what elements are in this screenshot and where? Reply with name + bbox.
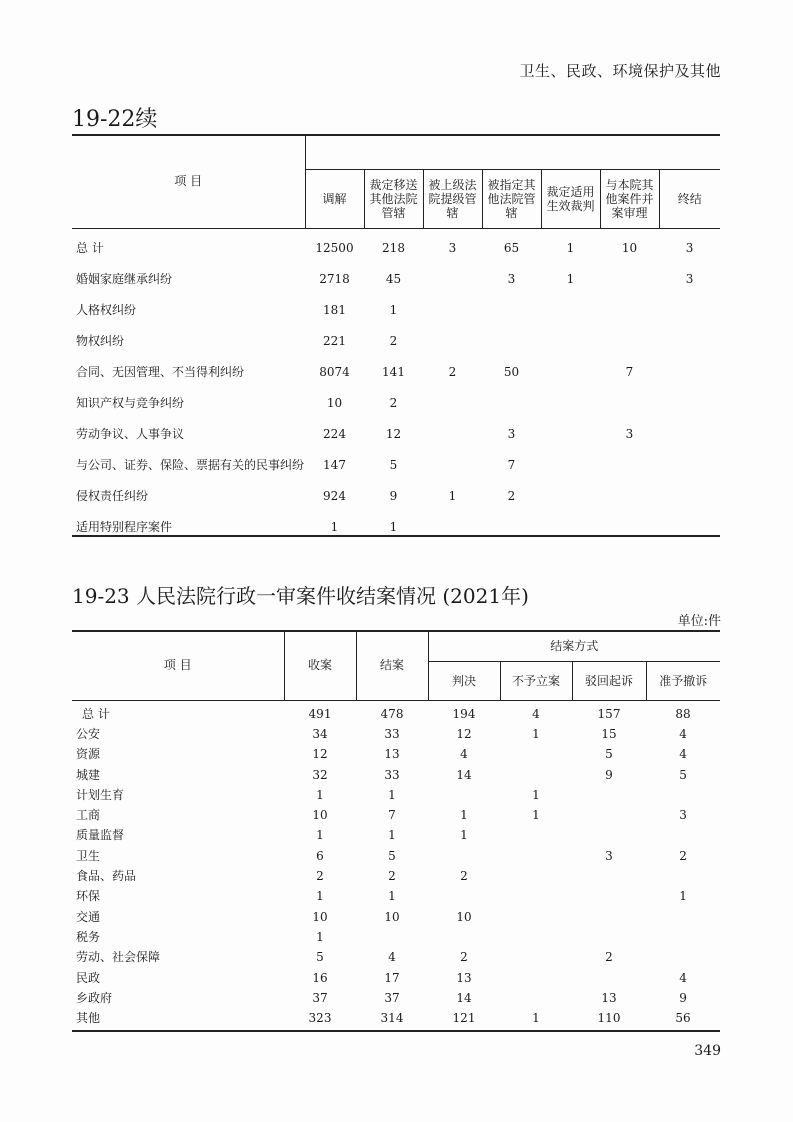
table-cell	[428, 927, 500, 947]
table-cell	[646, 826, 720, 846]
table-cell: 10	[384, 909, 400, 924]
table-cell: 45	[385, 272, 402, 286]
table-cell: 12	[312, 747, 328, 762]
table-cell: 88	[675, 706, 691, 721]
table-cell: 33	[384, 767, 400, 782]
table-row	[72, 765, 720, 785]
table1-column-header: 与本院其他案件并案审理	[600, 170, 659, 229]
table-cell: 1	[388, 787, 396, 802]
table-cell	[600, 481, 659, 512]
table-cell: 12	[456, 726, 472, 741]
table-cell	[659, 481, 720, 512]
table-cell	[541, 357, 600, 388]
table2-closed-header: 结案	[356, 631, 428, 701]
table-cell: 1	[389, 303, 398, 317]
table1-column-header: 终结	[659, 170, 720, 229]
table-cell: 14	[456, 990, 472, 1005]
table-cell: 4	[679, 726, 687, 741]
table-row	[72, 887, 720, 907]
row-label: 人格权纠纷	[76, 303, 137, 317]
table-row	[72, 988, 720, 1008]
table-cell: 5	[316, 950, 324, 965]
table2-method-header: 准予撤诉	[646, 662, 720, 701]
table-cell: 1	[532, 808, 540, 823]
table2-method-header: 不予立案	[500, 662, 572, 701]
table-cell	[500, 968, 572, 988]
table-cell: 224	[323, 427, 346, 441]
row-label: 总 计	[82, 706, 110, 721]
table-cell: 2	[460, 950, 468, 965]
table-row	[72, 866, 720, 886]
row-label: 卫生	[76, 848, 101, 863]
table2-unit: 单位:件	[677, 614, 721, 629]
table-cell: 1	[532, 787, 540, 802]
row-label: 合同、无因管理、不当得利纠纷	[76, 365, 245, 379]
table-cell: 56	[675, 1011, 691, 1026]
table-cell	[500, 907, 572, 927]
table-cell: 2	[460, 869, 468, 884]
table-row	[72, 295, 720, 326]
table-cell	[572, 826, 646, 846]
table-cell: 478	[380, 706, 404, 721]
table-cell	[541, 326, 600, 357]
table-cell	[659, 512, 720, 543]
table-cell: 3	[625, 427, 634, 441]
table-cell	[482, 326, 541, 357]
table-row	[72, 907, 720, 927]
row-label: 工商	[76, 808, 101, 823]
table-row	[72, 968, 720, 988]
table-cell: 10	[312, 909, 328, 924]
table-cell: 2718	[319, 272, 350, 286]
row-label: 城建	[76, 767, 101, 782]
row-label: 侵权责任纠纷	[76, 489, 149, 503]
table-cell	[646, 948, 720, 968]
table-cell: 141	[382, 365, 405, 379]
table-row	[72, 388, 720, 419]
table2-received-header: 收案	[284, 631, 356, 701]
table-cell	[500, 765, 572, 785]
table-cell	[659, 326, 720, 357]
row-label: 适用特别程序案件	[76, 520, 173, 534]
table-cell	[646, 907, 720, 927]
table-cell	[423, 419, 482, 450]
table-cell: 13	[456, 970, 472, 985]
row-label: 婚姻家庭继承纠纷	[76, 272, 173, 286]
table-cell: 3	[507, 427, 516, 441]
table-cell	[428, 887, 500, 907]
row-label: 总 计	[76, 241, 104, 255]
table-cell	[600, 295, 659, 326]
table-cell: 323	[308, 1011, 332, 1026]
table-cell	[600, 264, 659, 295]
table2-method-header: 判决	[428, 662, 500, 701]
table-row	[72, 785, 720, 805]
table-cell	[572, 887, 646, 907]
table-cell: 2	[389, 334, 398, 348]
table-cell: 2	[388, 869, 396, 884]
table-cell	[659, 450, 720, 481]
table-cell	[646, 785, 720, 805]
table-row	[72, 481, 720, 512]
table1-column-header: 裁定适用生效裁判	[541, 170, 600, 229]
table-cell	[500, 745, 572, 765]
table-cell: 4	[679, 747, 687, 762]
table1-column-header: 裁定移送其他法院管辖	[364, 170, 423, 229]
table-cell: 4	[388, 950, 396, 965]
table-cell: 2	[679, 848, 687, 863]
page-number: 349	[694, 1043, 721, 1059]
table1-column-header: 被指定其他法院管辖	[482, 170, 541, 229]
table-row	[72, 927, 720, 947]
row-label: 知识产权与竞争纠纷	[76, 396, 185, 410]
table2-method-group-header: 结案方式	[428, 631, 720, 662]
table-cell: 17	[384, 970, 400, 985]
table-cell	[600, 326, 659, 357]
table-cell: 5	[388, 848, 396, 863]
table-cell	[572, 927, 646, 947]
table-cell: 3	[685, 241, 694, 255]
table-cell	[541, 295, 600, 326]
table-cell: 1	[460, 828, 468, 843]
table-cell	[500, 988, 572, 1008]
table-cell: 7	[625, 365, 634, 379]
table-row	[72, 419, 720, 450]
table-cell	[500, 887, 572, 907]
table-cell	[572, 968, 646, 988]
table-cell	[500, 927, 572, 947]
table-cell: 1	[388, 828, 396, 843]
table-cell: 34	[312, 726, 328, 741]
table-cell: 194	[452, 706, 476, 721]
row-label: 税务	[76, 929, 101, 944]
row-label: 交通	[76, 909, 101, 924]
table-cell: 37	[312, 990, 328, 1005]
table-row	[72, 745, 720, 765]
table-cell: 50	[503, 365, 520, 379]
table-cell: 1	[316, 787, 324, 802]
row-label: 劳动、社会保障	[76, 950, 161, 965]
table-cell: 2	[389, 396, 398, 410]
table-cell: 147	[323, 458, 346, 472]
table-cell: 3	[679, 808, 687, 823]
table1-title: 19-22续	[72, 107, 158, 132]
row-label: 食品、药品	[76, 869, 137, 884]
table-cell: 4	[460, 747, 468, 762]
table-cell: 10	[326, 396, 343, 410]
table-cell: 1	[566, 241, 575, 255]
table-cell: 12	[385, 427, 402, 441]
row-label: 民政	[76, 970, 101, 985]
table-cell	[541, 450, 600, 481]
table-cell: 12500	[315, 241, 354, 255]
row-label: 质量监督	[76, 828, 125, 843]
table-cell	[541, 388, 600, 419]
table-cell	[423, 512, 482, 543]
table-cell: 5	[605, 747, 613, 762]
table-cell	[600, 450, 659, 481]
table-cell: 37	[384, 990, 400, 1005]
table-cell: 9	[679, 990, 687, 1005]
table-cell	[428, 785, 500, 805]
table-cell	[659, 388, 720, 419]
table-cell: 7	[388, 808, 396, 823]
table-cell: 181	[323, 303, 346, 317]
table-cell	[572, 785, 646, 805]
table-cell: 6	[316, 848, 324, 863]
table1	[72, 135, 720, 543]
table-cell	[600, 388, 659, 419]
table-cell	[423, 326, 482, 357]
table-row	[72, 450, 720, 481]
table-cell: 121	[452, 1011, 476, 1026]
table-cell	[541, 481, 600, 512]
section-header-title: 卫生、民政、环境保护及其他	[519, 62, 721, 80]
table-row	[72, 826, 720, 846]
table-row	[72, 1008, 720, 1028]
table-cell: 1	[532, 1011, 540, 1026]
table2-item-header: 项 目	[72, 631, 284, 701]
table1-column-header: 被上级法院提级管辖	[423, 170, 482, 229]
table-cell: 1	[460, 808, 468, 823]
table-cell: 1	[330, 520, 339, 534]
table-cell: 924	[323, 489, 346, 503]
table-cell: 10	[312, 808, 328, 823]
table-row	[72, 805, 720, 825]
table-cell: 1	[389, 520, 398, 534]
row-label: 劳动争议、人事争议	[76, 427, 185, 441]
table-cell: 3	[685, 272, 694, 286]
table-row	[72, 724, 720, 744]
table-cell	[482, 512, 541, 543]
table-cell: 9	[605, 767, 613, 782]
table-row	[72, 701, 720, 725]
table-cell: 7	[507, 458, 516, 472]
table-cell	[482, 295, 541, 326]
table-cell: 8074	[319, 365, 350, 379]
table-cell: 3	[507, 272, 516, 286]
row-label: 环保	[76, 889, 101, 904]
table-cell: 9	[389, 489, 398, 503]
table-cell	[428, 846, 500, 866]
table-cell: 14	[456, 767, 472, 782]
table-cell: 13	[384, 747, 400, 762]
table-cell: 218	[382, 241, 405, 255]
table-cell	[572, 866, 646, 886]
table-cell: 221	[323, 334, 346, 348]
row-label: 物权纠纷	[76, 334, 125, 348]
table-cell: 10	[621, 241, 638, 255]
table-cell	[500, 866, 572, 886]
table-cell: 5	[679, 767, 687, 782]
row-label: 其他	[76, 1011, 101, 1026]
table-cell	[423, 388, 482, 419]
table-cell: 2	[448, 365, 457, 379]
table-cell: 491	[308, 706, 332, 721]
table-cell: 65	[503, 241, 520, 255]
table-cell	[646, 866, 720, 886]
table-cell	[500, 826, 572, 846]
table-cell: 4	[532, 706, 540, 721]
table-cell	[482, 388, 541, 419]
table-cell: 1	[388, 889, 396, 904]
table1-item-header: 项 目	[72, 135, 305, 229]
table-cell	[500, 948, 572, 968]
table-cell: 15	[601, 726, 617, 741]
table2-bottom-rule	[72, 1030, 720, 1032]
table2	[72, 631, 720, 1029]
table-cell	[659, 295, 720, 326]
row-label: 资源	[76, 747, 101, 762]
table-row	[72, 846, 720, 866]
table-cell: 110	[597, 1011, 621, 1026]
table-cell: 1	[679, 889, 687, 904]
table-cell	[600, 512, 659, 543]
table-cell: 32	[312, 767, 328, 782]
table-row	[72, 326, 720, 357]
table-cell	[500, 846, 572, 866]
table-cell	[356, 927, 428, 947]
table-cell: 157	[597, 706, 621, 721]
table-cell: 13	[601, 990, 617, 1005]
table-cell: 2	[507, 489, 516, 503]
table-cell: 3	[448, 241, 457, 255]
table-row	[72, 948, 720, 968]
table2-title: 19-23 人民法院行政一审案件收结案情况 (2021年)	[72, 584, 529, 608]
table-cell: 1	[316, 828, 324, 843]
table-row	[72, 229, 720, 265]
table-cell	[659, 357, 720, 388]
table-cell: 4	[679, 970, 687, 985]
table-cell: 314	[380, 1011, 404, 1026]
table1-group-header	[305, 135, 720, 170]
table-row	[72, 264, 720, 295]
table-cell	[572, 805, 646, 825]
table1-column-header: 调解	[305, 170, 364, 229]
table-row	[72, 357, 720, 388]
table-cell	[541, 512, 600, 543]
table2-method-header: 驳回起诉	[572, 662, 646, 701]
table-cell: 2	[316, 869, 324, 884]
table-cell: 3	[605, 848, 613, 863]
table-row	[72, 512, 720, 543]
table-cell	[423, 450, 482, 481]
table-cell	[659, 419, 720, 450]
table-cell: 1	[316, 889, 324, 904]
row-label: 与公司、证券、保险、票据有关的民事纠纷	[76, 458, 305, 472]
row-label: 计划生育	[76, 787, 125, 802]
table-cell: 10	[456, 909, 472, 924]
table-cell	[423, 264, 482, 295]
row-label: 乡政府	[76, 990, 113, 1005]
row-label: 公安	[76, 726, 101, 741]
table-cell: 1	[448, 489, 457, 503]
table-cell: 2	[605, 950, 613, 965]
table-cell: 1	[566, 272, 575, 286]
table-cell	[572, 907, 646, 927]
table-cell	[646, 927, 720, 947]
table-cell: 5	[389, 458, 398, 472]
table-cell	[541, 419, 600, 450]
table-cell: 1	[532, 726, 540, 741]
table-cell: 33	[384, 726, 400, 741]
table-cell: 1	[316, 929, 324, 944]
table-cell: 16	[312, 970, 328, 985]
table-cell	[423, 295, 482, 326]
